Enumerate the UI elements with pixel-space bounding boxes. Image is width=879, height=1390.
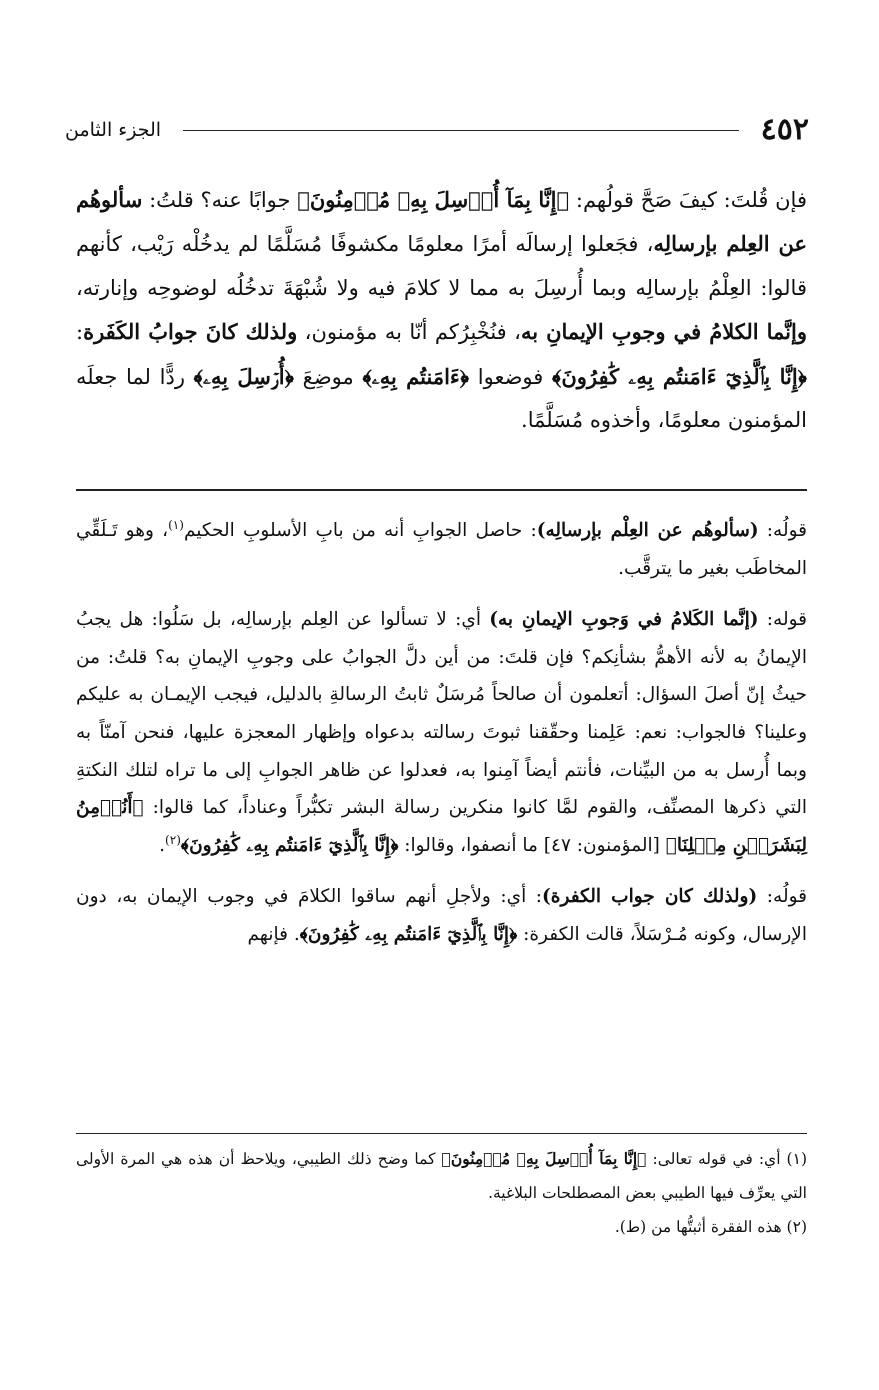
footnote-divider — [76, 1133, 807, 1134]
footnotes — [76, 1142, 807, 1244]
quoted-lemma: (ولذلك كان جواب الكفرة) — [542, 886, 758, 908]
commentary-segment: . — [159, 834, 166, 856]
main-text-segment: ، فجَعلوا إرسالَه أمرًا معلومًا مكشوفًا مُسَلَّمًا لم يدخُلْه رَيْب، كأنهم قالوا: العِلْمُ بإرسالِه وبما أُرسِلَ به مما لا كلامَ فيه ولا شُبْهَةَ تدخُلُه لوضوحِه وإنارته، — [76, 232, 807, 300]
part-title: الجزء الثامن — [65, 119, 162, 141]
bold-phrase: ولذلك كانَ جوابُ الكَفَرة — [83, 319, 298, 345]
commentary-segment: قوله: — [758, 609, 807, 631]
quran-verse: ﴿إِنَّا بِمَآ أُرۡسِلَ بِهِۦ مُؤۡمِنُونَ﴾ — [297, 187, 570, 212]
header-rule — [183, 130, 739, 131]
quoted-lemma: (إنَّما الكَلامُ في وَجوبِ الإيمانِ به) — [489, 609, 759, 631]
commentary-paragraph — [76, 601, 807, 864]
section-divider — [76, 489, 807, 491]
commentary-paragraph — [76, 878, 807, 953]
running-header — [65, 110, 809, 150]
footnote-ref: (١) — [168, 517, 184, 532]
main-text-segment: ، فنُخْبِرُكم أنّا به مؤمنون، — [297, 320, 521, 345]
footnote: (٢) هذه الفقرة أثبتُّها من (ط). — [614, 1218, 807, 1236]
footnote-ref: (٢) — [165, 832, 181, 847]
commentary-segment: : أي: ولأجلِ أنهم ساقوا الكلامَ في وجوب الإيمان به، دون الإرسال، وكونه مُـرْسَلاً، قالت الكفرة: — [76, 886, 807, 945]
page-number: ٤٥٢ — [760, 112, 809, 147]
quoted-lemma: (سألوهُم عن العِلْم بإرسالِه) — [536, 520, 759, 541]
main-text-segment: موضِعَ — [293, 364, 363, 389]
main-text-segment: فوضعوا — [469, 364, 553, 389]
main-text — [76, 178, 807, 442]
quran-verse: ﴿إِنَّا بِٱلَّذِيٓ ءَامَنتُم بِهِۦ كَٰفِرُونَ﴾ — [299, 923, 518, 945]
bold-phrase: سألوهُم عن العِلم بإرسالِه — [76, 187, 808, 257]
main-text-segment: فإن قُلتَ: كيفَ صَحَّ قولُهم: — [569, 188, 807, 212]
commentary-segment: قولُه: — [758, 520, 808, 541]
main-text-segment: جوابًا عنه؟ قلتُ: — [142, 188, 298, 212]
footnote-segment: كما وضح ذلك الطيبي، ويلاحظ أن هذه هي المرة الأولى التي يعرِّف فيها الطيبي بعض المصطلحات البلاغية. — [76, 1150, 807, 1202]
quran-verse: ﴿إِنَّا بِمَآ أُرۡسِلَ بِهِۦ مُؤۡمِنُونَ﴾ — [441, 1149, 647, 1168]
footnote — [76, 1142, 807, 1210]
commentary-segment: . فإنهم — [247, 923, 300, 945]
quran-verse: ﴿ءَامَنتُم بِهِۦ﴾ — [362, 363, 470, 389]
main-text-segment: : — [76, 320, 84, 345]
quran-verse: ﴿إِنَّا بِٱلَّذِيٓ ءَامَنتُم بِهِۦ كَٰفِرُونَ﴾ — [552, 363, 807, 389]
commentary-segment: أي: لا تسألوا عن العِلم بإرسالِه، بل سَلُوا: هل يجبُ الإيمانُ به لأنه الأهمُّ بشأنِكم؟ فإن قلتَ: من أين دلَّ الجوابُ على وجوبِ الإيمانِ به؟ قلتُ: من حيثُ إنّ أصلَ السؤال: أتعلمون أن صالحاً مُرسَلٌ ثابتُ الرسالةِ بالدليل، فيجب الإيمـان به عليكم وعلينا؟ فالجواب: نعم: عَلِمنا وحقّقنا ثبوتَ رسالته بدعواه وإظهار المعجزة عليها، فنحن آمنّاً به وبما أُرسل به من البيِّنات، فأنتم أيضاً آمِنوا به، فعدلوا عن ظاهر الجوابِ إلى ما تراه لتلك النكتةِ التي ذكرها المصنِّف، والقوم لمَّا كانوا منكرين رسالة البشر تكبُّراً وعناداً، كما قالوا: — [76, 609, 807, 819]
commentary-segment: : حاصل الجوابِ أنه من بابِ الأسلوبِ الحكيم — [183, 520, 537, 541]
commentary-segment: ، وهو تَـلَقِّي المخاطَب بغير ما يترقَّب. — [76, 520, 807, 579]
commentary-paragraph — [76, 512, 807, 587]
main-paragraph — [76, 178, 807, 442]
bold-phrase: وإنَّما الكلامُ في وجوبِ الإيمانِ به — [520, 319, 808, 345]
quran-verse: ﴿أُرۡسِلَ بِهِۦ﴾ — [193, 363, 294, 389]
commentary — [76, 512, 807, 954]
footnote-segment: (١) أي: في قوله تعالى: — [646, 1150, 807, 1168]
quran-verse: ﴿إِنَّا بِٱلَّذِيٓ ءَامَنتُم بِهِۦ كَٰفِرُونَ﴾ — [180, 834, 399, 856]
quran-verse: ﴿أَنُؤۡمِنُ لِبَشَرَيۡنِ مِثۡلِنَا﴾ — [76, 797, 807, 856]
commentary-segment: [المؤمنون: ٤٧] ما أنصفوا، وقالوا: — [398, 834, 666, 856]
main-text-segment: ردًّا لما جعلَه المؤمنون معلومًا، وأخذوه مُسَلَّمًا. — [76, 364, 807, 433]
commentary-segment: قولُه: — [757, 886, 807, 908]
